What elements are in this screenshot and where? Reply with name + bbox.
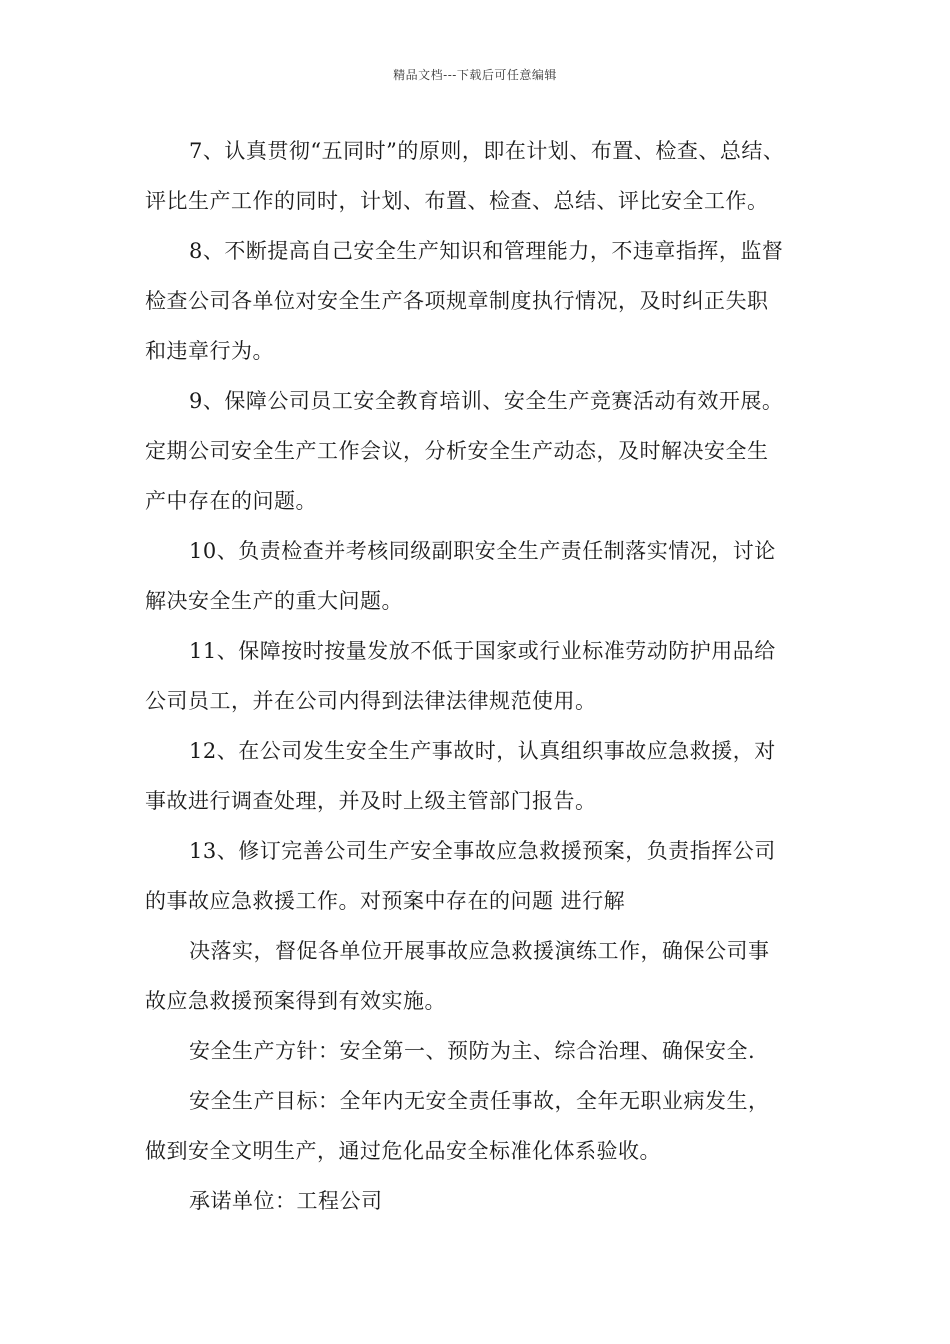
text-line: 7、认真贯彻“五同时”的原则，即在计划、布置、检查、总结、	[189, 139, 785, 163]
text-line: 公司员工，并在公司内得到法律法律规范使用。	[145, 689, 597, 713]
text-line: 11、保障按时按量发放不低于国家或行业标准劳动防护用品给	[189, 639, 776, 663]
text-line: 13、修订完善公司生产安全事故应急救援预案，负责指挥公司	[189, 839, 776, 863]
text-line: 和违章行为。	[145, 339, 274, 363]
text-line: 承诺单位：工程公司	[189, 1189, 383, 1213]
text-line: 的事故应急救援工作。对预案中存在的问题 进行解	[145, 889, 626, 913]
text-line: 评比生产工作的同时，计划、布置、检查、总结、评比安全工作。	[145, 189, 769, 213]
text-line: 12、在公司发生安全生产事故时，认真组织事故应急救援，对	[189, 739, 776, 763]
text-line: 产中存在的问题。	[145, 489, 317, 513]
text-line: 检查公司各单位对安全生产各项规章制度执行情况，及时纠正失职	[145, 289, 769, 313]
page-header: 精品文档---下载后可任意编辑	[393, 68, 557, 82]
text-line: 9、保障公司员工安全教育培训、安全生产竞赛活动有效开展。	[189, 389, 784, 413]
text-line: 8、不断提高自己安全生产知识和管理能力，不违章指挥，监督	[189, 239, 784, 263]
text-line: 解决安全生产的重大问题。	[145, 589, 403, 613]
text-line: 决落实，督促各单位开展事故应急救援演练工作，确保公司事	[189, 939, 770, 963]
text-line: 做到安全文明生产，通过危化品安全标准化体系验收。	[145, 1139, 661, 1163]
document-body	[145, 128, 825, 1228]
text-line: 10、负责检查并考核同级副职安全生产责任制落实情况，讨论	[189, 539, 776, 563]
text-line: 安全生产方针：安全第一、预防为主、综合治理、确保安全.	[189, 1039, 756, 1063]
text-line: 定期公司安全生产工作会议，分析安全生产动态，及时解决安全生	[145, 439, 769, 463]
text-line: 故应急救援预案得到有效实施。	[145, 989, 446, 1013]
text-line: 安全生产目标：全年内无安全责任事故，全年无职业病发生，	[189, 1089, 770, 1113]
text-line: 事故进行调查处理，并及时上级主管部门报告。	[145, 789, 597, 813]
